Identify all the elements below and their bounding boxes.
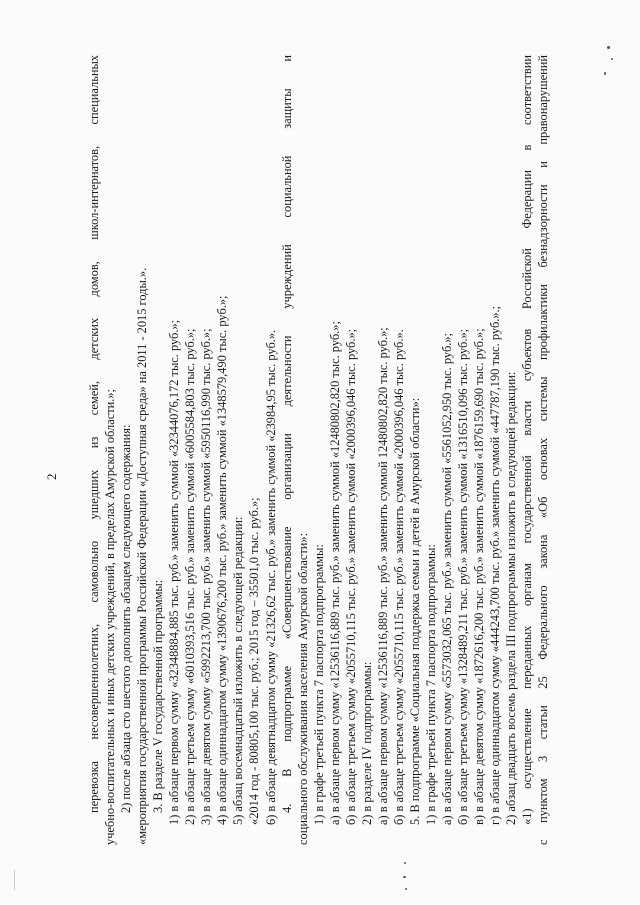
text-line: с пунктом 3 статьи 25 Федерального закона «Об основах системы профилактики безнадзорности и правонарушений bbox=[536, 55, 551, 845]
scan-speck bbox=[403, 876, 406, 878]
text-line: 5. В подпрограмме «Социальная поддержка семьи и детей в Амурской области»: bbox=[407, 397, 422, 825]
text-line: 2) абзац двадцать восемь раздела III подпрограммы изложить в следующей редакции: bbox=[504, 371, 519, 825]
text-line: 1) в абзаце первом сумму «32348884,885 тыс. руб.» заменить суммой «32344076,172 тыс. руб.»; bbox=[167, 319, 182, 825]
document-body bbox=[86, 55, 551, 845]
text-line: б) в абзаце третьем сумму «1328489,211 тыс. руб.» заменить суммой «1316510,096 тыс. руб.»; bbox=[456, 328, 471, 825]
scan-speck bbox=[607, 46, 610, 49]
text-line: 2) после абзаца сто шестого дополнить абзацем следующего содержания: bbox=[119, 424, 134, 813]
scan-speck bbox=[405, 888, 407, 890]
page-number: 2 bbox=[44, 473, 59, 480]
scan-speck bbox=[604, 72, 606, 75]
text-line: а) в абзаце первом сумму «12536116,889 тыс. руб.» заменить суммой 12480802,820 тыс. руб.»; bbox=[375, 327, 390, 825]
text-line: учебно-воспитательных и иных детских учреждений, в пределах Амурской области.»; bbox=[103, 389, 118, 845]
text-line: 4. В подпрограмме «Совершенствование организации деятельности учреждений социальной защиты и bbox=[279, 55, 294, 813]
text-line: «2014 год - 80805,100 тыс. руб.; 2015 год – 35501,0 тыс. руб.»; bbox=[247, 497, 262, 825]
text-line: «мероприятия государственной программы Российской Федерации «Доступная среда» на 2011 - 2015 годы.». bbox=[135, 267, 150, 845]
text-line: «1) осуществление переданных органам государственной власти субъектов Российской Федерации в соответствии bbox=[520, 55, 535, 825]
text-line: 2) в разделе IV подпрограммы: bbox=[359, 661, 374, 825]
text-line: перевозка несовершеннолетних, самовольно ушедших из семей, детских домов, школ-интернатов, специальных bbox=[87, 55, 101, 813]
scan-speck bbox=[611, 58, 613, 60]
text-line: 2) в абзаце третьем сумму «6010393,516 тыс. руб.» заменить суммой «6005584,803 тыс. руб.»; bbox=[183, 328, 198, 825]
text-line: а) в абзаце первом сумму «12536116,889 тыс. руб.» заменить суммой «12480802,820 тыс. руб.»; bbox=[327, 321, 342, 825]
text-line: а) в абзаце первом сумму «5573032,065 тыс. руб.» заменить суммой «5561052,950 тыс. руб.»; bbox=[440, 333, 455, 825]
text-line: в) в абзаце девятом сумму «1872616,200 тыс. руб.» заменить суммой «1876159,690 тыс. руб.»; bbox=[472, 328, 487, 825]
text-line: 3) в абзаце девятом сумму «5992213,700 тыс. руб.» заменить суммой «5950116,990 тыс. руб.»; bbox=[199, 328, 214, 825]
text-line: 6) в абзаце девятнадцатом сумму «21326,62 тыс. руб.» заменить суммой «23984,95 тыс. руб.». bbox=[263, 329, 278, 825]
text-line: б) в абзаце третьем сумму «2055710,115 тыс. руб.» заменить суммой «2000396,046 тыс. руб.». bbox=[391, 329, 406, 825]
text-line: 1) в графе третьей пункта 7 паспорта подпрограммы: bbox=[311, 544, 326, 825]
text-line: г) в абзаце одиннадцатом сумму «444243,700 тыс. руб.» заменить суммой «447787,190 тыс. руб.».; bbox=[488, 305, 503, 825]
text-line: 1) в графе третьей пункта 7 паспорта подпрограммы: bbox=[423, 544, 438, 825]
scan-streak bbox=[14, 870, 15, 890]
text-line: 5) абзац восемнадцатый изложить в следующей редакции: bbox=[231, 516, 246, 825]
text-line: 4) в абзаце одиннадцатом сумму «1390676,200 тыс. руб.» заменить суммой «1348579,490 тыс. руб.»; bbox=[215, 295, 230, 825]
text-line: 3. В разделе V государственной программы: bbox=[151, 579, 166, 813]
scan-speck bbox=[404, 862, 406, 864]
text-line: б) в абзаце третьем сумму «2055710,115 тыс. руб.» заменить суммой «2000396,046 тыс. руб.»; bbox=[343, 328, 358, 825]
text-line: социального обслуживания населения Амурской области»: bbox=[295, 532, 310, 845]
